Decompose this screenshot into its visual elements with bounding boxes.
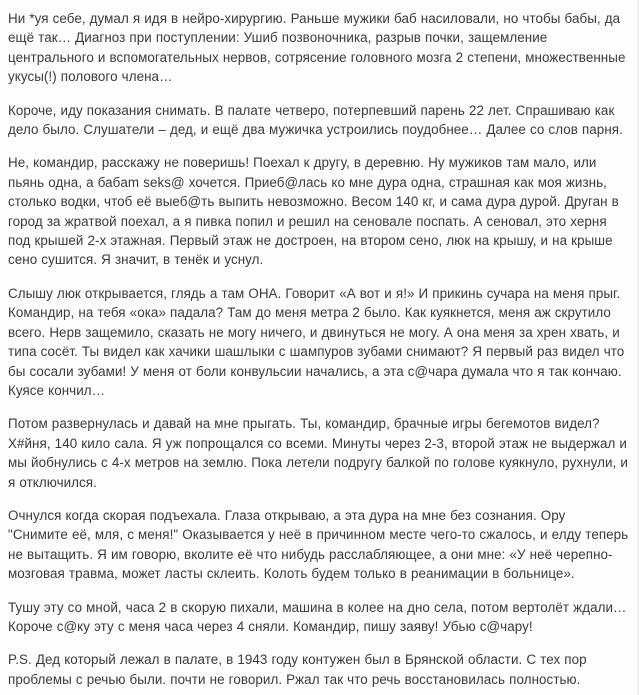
paragraph-4: Слышу люк открывается, глядь а там ОНА. Говорит «А вот и я!» И прикинь сучара на меня прыг. Командир, на тебя «ока» падала? Там до меня метра 2 было. Как куякнется, меня аж скрутило всего. Нерв защемило, сказать не могу ничего, и двинуться не могу. А она меня за хрен хвать, и типа сосёт. Ты видел как хачики шашлыки с шампуров зубами снимают? Я первый раз видел что бы сосали зубами! У меня от боли конвульсии начались, а эта с@чара думала что я так кончаю. Куясе кончил… [8,285,625,398]
paragraph-postscript: P.S. Дед который лежал в палате, в 1943 году контужен был в Брянской области. С тех пор проблемы с речью были. почти не говорил. Ржал так что речь восстановилась полностью. [8,652,587,687]
paragraph-5: Потом развернулась и давай на мне прыгать. Ты, командир, брачные игры бегемотов видел? Х#йня, 140 кило сала. Я уж попрощался со всеми. Минуты через 2-3, второй этаж не выдержал и мы йобнулись с 4-х метров на землю. Пока летели подругу балкой по голове куякнуло, рухнули, и я отключился. [8,416,628,490]
paragraph-1: Ни *уя себе, думал я идя в нейро-хирургию. Раньше мужики баб насиловали, но чтобы бабы, да ещё так… Диагноз при поступлении: Ушиб позвоночника, разрыв почки, защемление центрального и вспомогательных нервов, сотрясение головного мозга 2 степени, множественные укусы(!) полового члена… [8,11,626,85]
paragraph-6: Очнулся когда скорая подъехала. Глаза открываю, а эта дура на мне без сознания. Ору "Снимите её, мля, с меня!" Оказывается у неё в причинном месте чего-то сжалось, и елду теперь не вытащить. Я им говорю, вколите её что нибудь расслабляющее, а они мне: «У неё черепно-мозговая травма, может ласты склеить. Колоть будем только в реанимации в больнице». [8,507,629,582]
paragraph-3: Не, командир, расскажу не поверишь! Поехал к другу, в деревню. Ну мужиков там мало, или пьянь одна, а бабam seks@ хочется. Приеб@лась ко мне дура одна, страшная как моя жизнь, столько водки, чтоб её выеб@ть выпить невозможно. Весом 140 кг, и сама дура дурой. Друган в город за жратвой поехал, а я пивка попил и решил на сеновале поспать. А сеновал, это херня под крышей 2-х этажная. Первый этаж не достроен, на втором сено, люк на крышу, и на крыше сено сушится. Я значит, в тенёк и уснул. [8,155,619,268]
paragraph-7: Тушу эту со мной, часа 2 в скорую пихали, машина в колее на дно села, потом вертолёт ждали… Короче с@ку эту с меня часа через 4 сняли. Командир, пишу заяву! Убью с@чару! [8,599,627,634]
paragraph-2: Короче, иду показания снимать. В палате четверо, потерпевший парень 22 лет. Спрашиваю как дело было. Слушатели – дед, и ещё два мужичка устроились поудобнее… Далее со слов парня. [8,102,623,138]
